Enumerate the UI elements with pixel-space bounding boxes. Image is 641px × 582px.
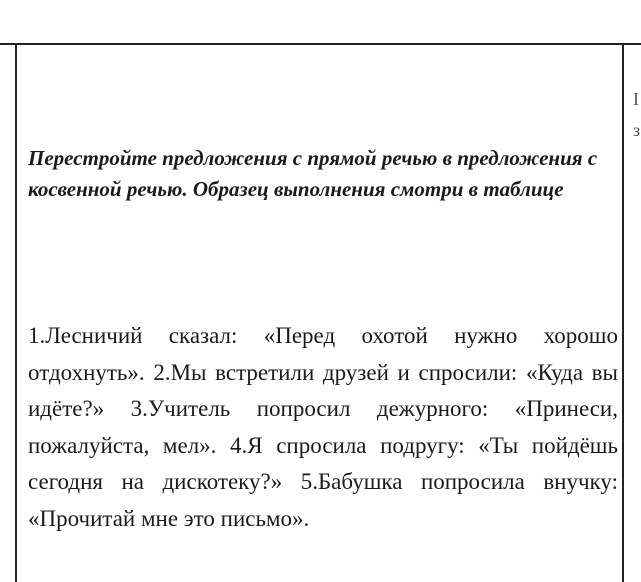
- table-left-border: [15, 43, 17, 582]
- margin-text-fragment: I: [633, 89, 639, 109]
- table-right-border: [622, 43, 624, 582]
- margin-text-fragment: з: [633, 120, 641, 140]
- task-instruction: Перестройте предложения с прямой речью в предложения с косвенной речью. Образец выполнения смотри в таблице: [28, 146, 598, 201]
- table-top-border: [0, 43, 641, 45]
- exercise-sentences: 1.Лесничий сказал: «Перед охотой нужно хорошо отдохнуть». 2.Мы встретили друзей и спросили: «Куда вы идёте?» 3.Учитель попросил дежурного: «Принеси, пожалуйста, мел». 4.Я спросила подругу: «Ты пойдёшь сегодня на дискотеку?» 5.Бабушка попросила внучку: «Прочитай мне это письмо».: [28, 323, 618, 531]
